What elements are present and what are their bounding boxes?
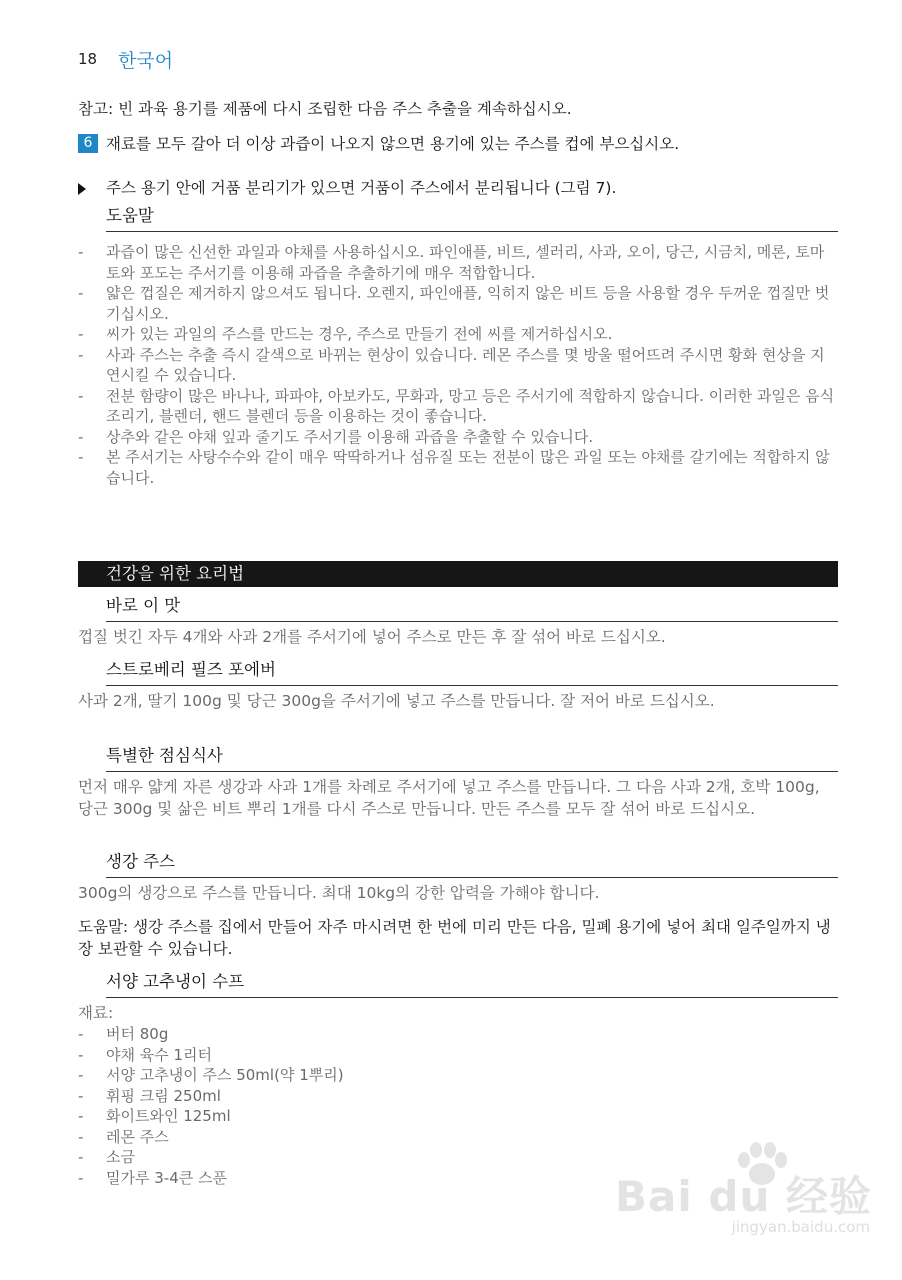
recipe-1-title: 바로 이 맛: [106, 591, 838, 622]
step-6-text: 재료를 모두 갈아 더 이상 과즙이 나오지 않으면 용기에 있는 주스를 컵에 부으십시오.: [106, 135, 680, 153]
recipe-1-text: 껍질 벗긴 자두 4개와 사과 2개를 주서기에 넣어 주스로 만든 후 잘 섞어 바로 드십시오.: [78, 628, 666, 646]
arrow-bullet-icon: [78, 183, 86, 195]
recipe-3-title: 특별한 점심식사: [106, 741, 838, 772]
watermark-logo: Bai du 经验: [615, 1172, 872, 1221]
ingredient-item: - 레몬 주스: [78, 1127, 169, 1146]
recipe-2-text: 사과 2개, 딸기 100g 및 당근 300g을 주서기에 넣고 주스를 만듭니다. 잘 저어 바로 드십시오.: [78, 692, 715, 710]
recipes-section-bar: [78, 561, 838, 587]
ingredient-item: - 소금: [78, 1148, 135, 1166]
baidu-watermark: [615, 1140, 872, 1250]
recipe-4-text: 300g의 생강으로 주스를 만듭니다. 최대 10kg의 강한 압력을 가해야 합니다.: [78, 884, 600, 902]
tip-item: - 전분 함량이 많은 바나나, 파파야, 아보카도, 무화과, 망고 등은 주서기에 적합하지 않습니다. 이러한 과일은 음식 조리기, 블렌더, 핸드 블렌더 등을 이용하는 것이 좋습니다.: [78, 386, 835, 425]
tip-item: - 씨가 있는 과일의 주스를 만드는 경우, 주스로 만들기 전에 씨를 제거하십시오.: [78, 325, 613, 343]
froth-separator-text: 주스 용기 안에 거품 분리기가 있으면 거품이 주스에서 분리됩니다 (그림 7).: [106, 179, 617, 197]
ingredient-item: - 버터 80g: [78, 1025, 169, 1043]
tip-item: - 본 주서기는 사탕수수와 같이 매우 딱딱하거나 섬유질 또는 전분이 많은 과일 또는 야채를 갈기에는 적합하지 않습니다.: [78, 448, 830, 487]
tip-item: - 얇은 껍질은 제거하지 않으셔도 됩니다. 오렌지, 파인애플, 익히지 않은 비트 등을 사용할 경우 두꺼운 껍질만 벗기십시오.: [78, 284, 830, 323]
ingredient-item: - 휘핑 크림 250ml: [78, 1086, 221, 1105]
tip-item: - 사과 주스는 추출 즉시 갈색으로 바뀌는 현상이 있습니다. 레몬 주스를 몇 방울 떨어뜨려 주시면 황화 현상을 지연시킬 수 있습니다.: [78, 345, 825, 384]
page-number: 18: [78, 50, 98, 68]
tips-list: [78, 242, 838, 488]
ingredient-item: - 밀가루 3-4큰 스푼: [78, 1168, 227, 1187]
recipe-4-title: 생강 주스: [106, 847, 838, 878]
note-reassemble: 참고: 빈 과육 용기를 제품에 다시 조립한 다음 주스 추출을 계속하십시오.: [78, 100, 572, 118]
tips-heading: 도움말: [106, 201, 838, 232]
ingredient-item: - 야채 육수 1리터: [78, 1045, 213, 1064]
watermark-url: jingyan.baidu.com: [731, 1218, 870, 1236]
recipe-5-title: 서양 고추냉이 수프: [106, 967, 838, 998]
tip-item: - 과즙이 많은 신선한 과일과 야채를 사용하십시오. 파인애플, 비트, 셀러리, 사과, 오이, 당근, 시금치, 메론, 토마토와 포도는 주서기를 이용해 과즙을 추출하기에 매우 적합합니다.: [78, 243, 825, 282]
ingredients-label: 재료:: [78, 1004, 114, 1022]
ingredient-item: - 서양 고추냉이 주스 50ml(약 1뿌리): [78, 1066, 344, 1084]
recipe-3-text: 먼저 매우 얇게 자른 생강과 사과 1개를 차례로 주서기에 넣고 주스를 만듭니다. 그 다음 사과 2개, 호박 100g, 당근 300g 및 삶은 비트 뿌리 1개를 다시 주스로 만듭니다. 만든 주스를 모두 잘 섞어 바로 드십시오.: [78, 778, 820, 818]
recipe-2-title: 스트로베리 필즈 포에버: [106, 655, 838, 686]
tip-item: - 상추와 같은 야채 잎과 줄기도 주서기를 이용해 과즙을 추출할 수 있습니다.: [78, 427, 594, 446]
recipes-section-title: 건강을 위한 요리법: [106, 564, 245, 583]
recipe-4-tip: 도움말: 생강 주스를 집에서 만들어 자주 마시려면 한 번에 미리 만든 다음, 밀폐 용기에 넣어 최대 일주일까지 냉장 보관할 수 있습니다.: [78, 918, 831, 958]
language-title: 한국어: [118, 50, 174, 72]
ingredient-item: - 화이트와인 125ml: [78, 1107, 231, 1125]
step-number-badge: 6: [78, 134, 98, 153]
